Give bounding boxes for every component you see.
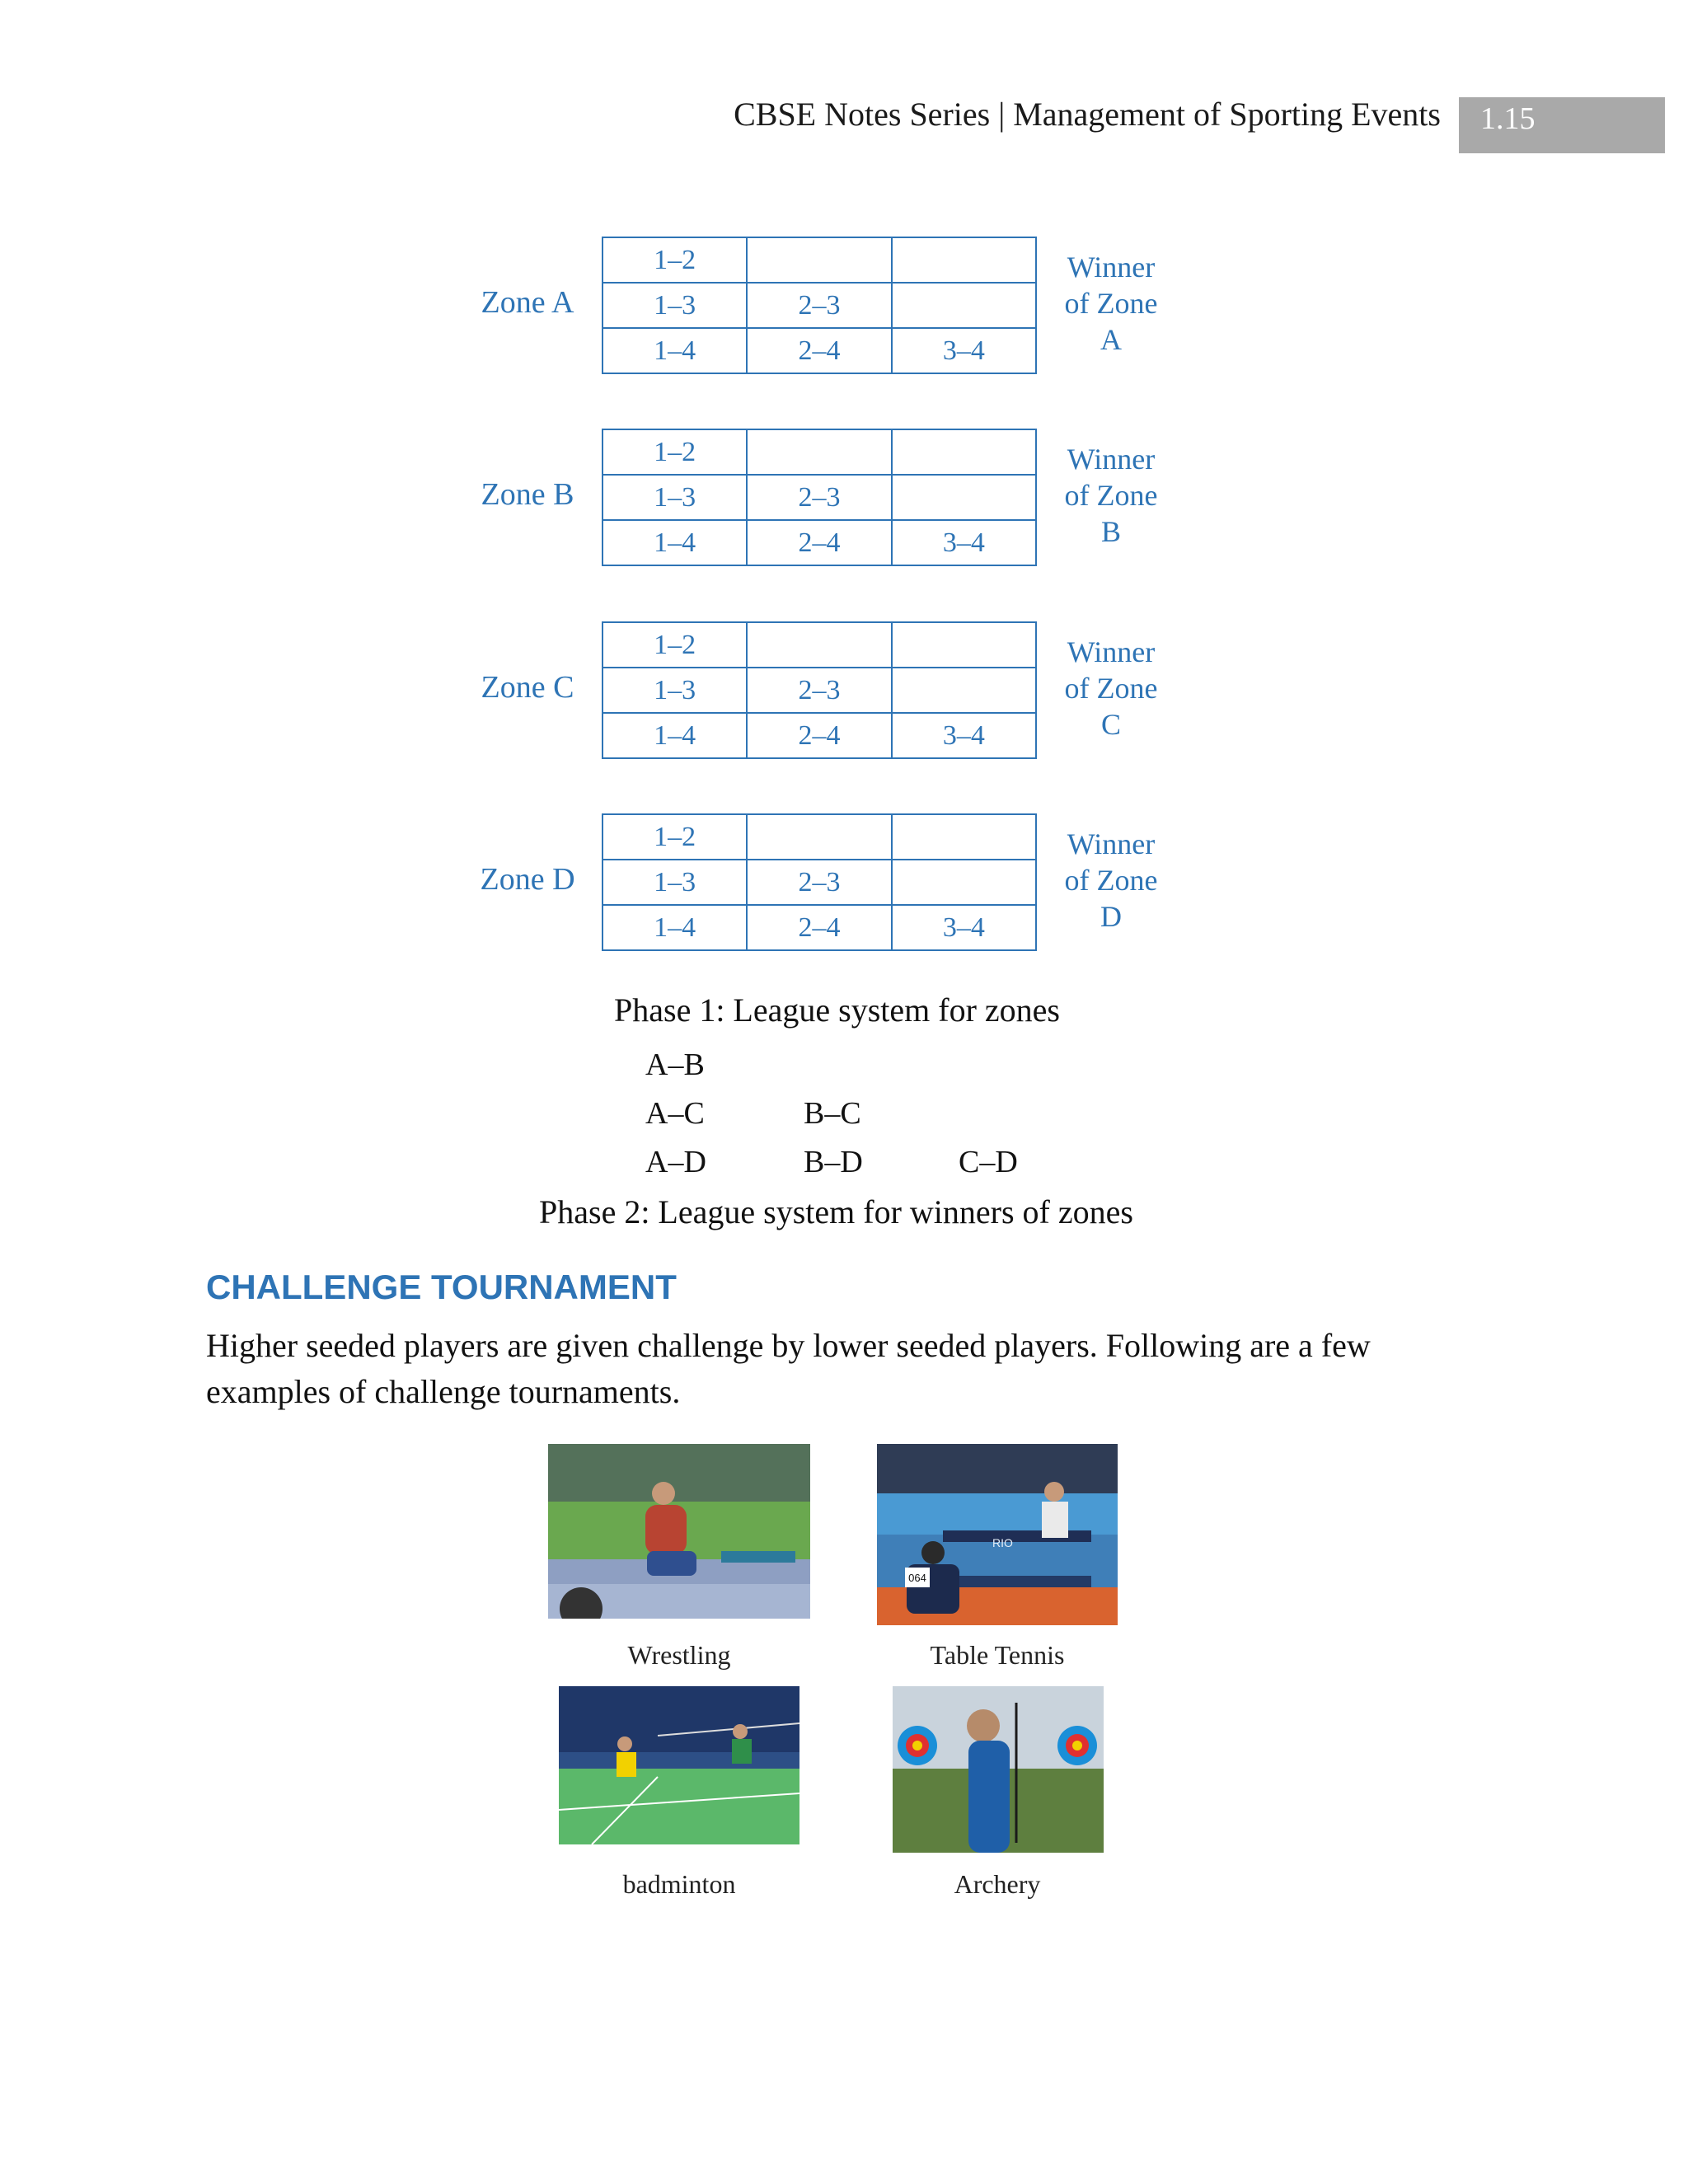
- phase-1-caption: Phase 1: League system for zones: [614, 991, 1060, 1029]
- zone-d-fixture-table: [602, 813, 1037, 951]
- fixture-cell: [892, 814, 1036, 860]
- fixture-cell: 3–4: [892, 520, 1036, 565]
- zone-a-winner-label: [1053, 249, 1169, 358]
- fixture-cell: 1–4: [603, 520, 747, 565]
- zone-pair: A–B: [645, 1047, 705, 1082]
- fixture-cell: [747, 814, 891, 860]
- winner-line: of Zone: [1064, 479, 1158, 512]
- zone-a-label: Zone A: [481, 285, 574, 320]
- fixture-cell: 2–4: [747, 713, 891, 758]
- fixture-cell: 2–3: [747, 283, 891, 328]
- winner-line: Winner: [1067, 635, 1156, 668]
- fixture-cell: 2–4: [747, 328, 891, 373]
- fixture-cell: 2–3: [747, 860, 891, 905]
- winner-line: of Zone: [1064, 287, 1158, 320]
- winner-line: Winner: [1067, 443, 1156, 476]
- zone-b-winner-label: [1053, 441, 1169, 550]
- zone-pair: A–C: [645, 1096, 705, 1131]
- zone-c-fixture-table: [602, 621, 1037, 759]
- section-paragraph: Higher seeded players are given challenge by lower seeded players. Following are a few examples of challenge tournaments.: [206, 1327, 1371, 1410]
- fixture-cell: [892, 429, 1036, 475]
- fixture-cell: 3–4: [892, 905, 1036, 950]
- fixture-cell: [892, 860, 1036, 905]
- table-tennis-photo: [877, 1444, 1118, 1625]
- fixture-cell: 2–3: [747, 475, 891, 520]
- zone-d-winner-label: [1053, 826, 1169, 935]
- fixture-cell: 1–3: [603, 283, 747, 328]
- fixture-cell: [892, 622, 1036, 668]
- fixture-cell: [892, 475, 1036, 520]
- fixture-cell: [892, 237, 1036, 283]
- fixture-cell: 3–4: [892, 713, 1036, 758]
- banner-text: RIO: [992, 1536, 1013, 1549]
- fixture-cell: 1–4: [603, 328, 747, 373]
- winner-line: D: [1100, 900, 1122, 933]
- fixture-cell: 2–4: [747, 520, 891, 565]
- fixture-cell: [747, 237, 891, 283]
- fixture-cell: [892, 283, 1036, 328]
- winner-line: of Zone: [1064, 864, 1158, 897]
- zone-pair: A–D: [645, 1145, 706, 1179]
- wrestling-caption: Wrestling: [627, 1640, 731, 1670]
- table-tennis-caption: Table Tennis: [930, 1640, 1065, 1670]
- zone-c-label: Zone C: [481, 670, 574, 705]
- fixture-cell: 1–3: [603, 668, 747, 713]
- bib-number-text: 064: [908, 1572, 926, 1584]
- fixture-cell: 1–4: [603, 905, 747, 950]
- fixture-cell: 1–2: [603, 429, 747, 475]
- running-header-title: CBSE Notes Series | Management of Sporting Events: [734, 96, 1441, 133]
- fixture-cell: 2–3: [747, 668, 891, 713]
- phase-2-caption: Phase 2: League system for winners of zones: [539, 1193, 1133, 1230]
- fixture-cell: 1–3: [603, 475, 747, 520]
- section-heading: CHALLENGE TOURNAMENT: [206, 1268, 677, 1306]
- fixture-cell: [747, 429, 891, 475]
- winner-line: Winner: [1067, 251, 1156, 284]
- fixture-cell: 1–2: [603, 814, 747, 860]
- wrestling-photo: [548, 1444, 810, 1619]
- zone-a-fixture-table: [602, 237, 1037, 374]
- fixture-cell: 1–3: [603, 860, 747, 905]
- winner-line: Winner: [1067, 827, 1156, 860]
- zone-pair: B–C: [804, 1096, 861, 1131]
- badminton-caption: badminton: [622, 1869, 736, 1899]
- zone-d-label: Zone D: [480, 862, 575, 897]
- zone-pair: C–D: [959, 1145, 1018, 1179]
- winner-line: A: [1100, 323, 1122, 356]
- fixture-cell: 1–2: [603, 237, 747, 283]
- archery-photo: [893, 1686, 1104, 1853]
- page-number-tab: 1.15: [1459, 97, 1665, 153]
- zone-pair: B–D: [804, 1145, 863, 1179]
- zone-b-fixture-table: [602, 429, 1037, 566]
- badminton-photo: [559, 1686, 799, 1844]
- fixture-cell: [892, 668, 1036, 713]
- zone-b-label: Zone B: [481, 477, 574, 512]
- archery-caption: Archery: [954, 1869, 1041, 1899]
- winner-line: C: [1100, 708, 1121, 741]
- fixture-cell: [747, 622, 891, 668]
- fixture-cell: 2–4: [747, 905, 891, 950]
- fixture-cell: 3–4: [892, 328, 1036, 373]
- zone-c-winner-label: [1053, 634, 1169, 743]
- winner-line: of Zone: [1064, 672, 1158, 705]
- winner-line: B: [1100, 515, 1121, 548]
- fixture-cell: 1–4: [603, 713, 747, 758]
- fixture-cell: 1–2: [603, 622, 747, 668]
